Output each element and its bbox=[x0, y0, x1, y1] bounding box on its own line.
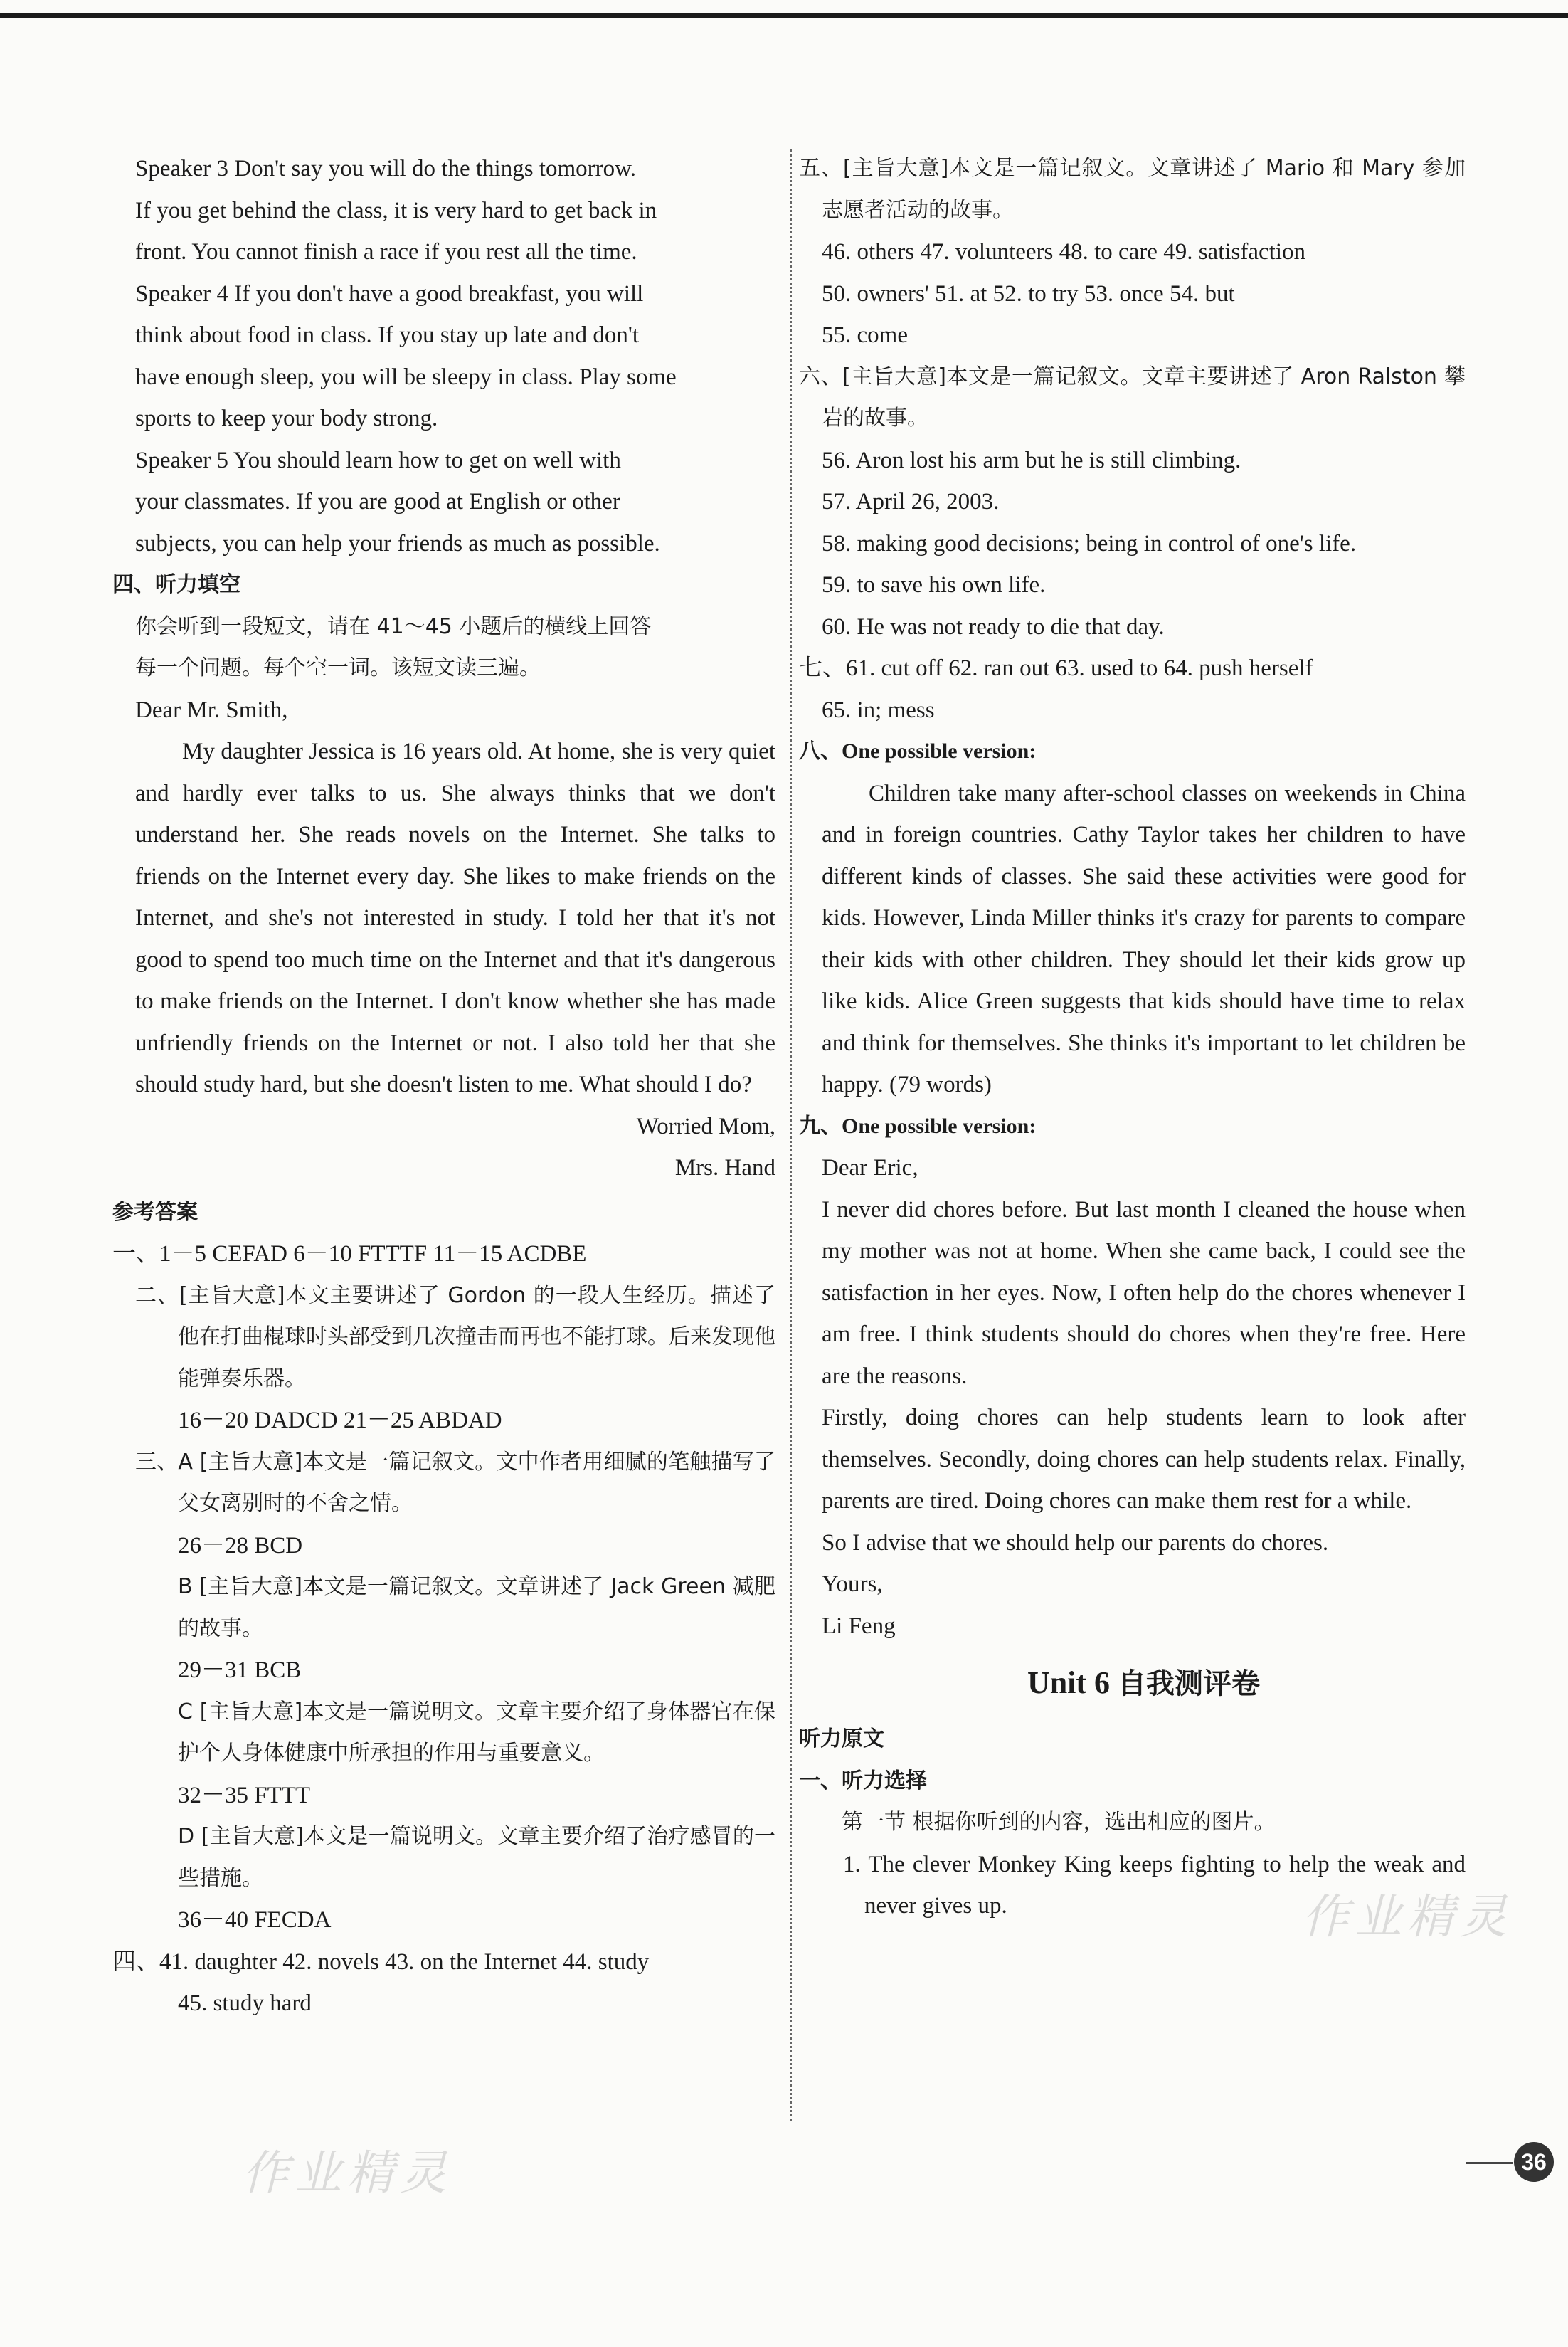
speaker-3: Speaker 3 Don't say you will do the things tomorrow. If you get behind the class, it is very hard to get back in front. You cannot finish a race if you rest all the time. bbox=[135, 156, 657, 265]
answer-5-summary: 五、[主旨大意]本文是一篇记叙文。文章讲述了 Mario 和 Mary 参加志愿者活动的故事。 bbox=[799, 156, 1466, 223]
listening-item-1: 1. The clever Monkey King keeps fighting to help the weak and never gives up. bbox=[843, 1851, 1466, 1919]
answer-3b-summary: B [主旨大意]本文是一篇记叙文。文章讲述了 Jack Green 减肥的故事。 bbox=[178, 1574, 775, 1641]
answer-5-line-1: 46. others 47. volunteers 48. to care 49. satisfaction bbox=[822, 239, 1305, 265]
section-4-instruction-2: 每一个问题。每个空一词。该短文读三遍。 bbox=[135, 655, 541, 680]
answer-1: 一、1－5 CEFAD 6－10 FTTTF 11－15 ACDBE bbox=[112, 1241, 587, 1267]
answer-9-paragraph-3: So I advise that we should help our parents do chores. bbox=[822, 1529, 1329, 1556]
watermark: 作业精灵 bbox=[242, 2146, 452, 2200]
letter-body: My daughter Jessica is 16 years old. At home, she is very quiet and hardly ever talks to us. She always thinks that we don't understand her. She reads novels on the Internet. She talks to friends on the Internet every day. She likes to make friends on the Internet, and she's not interested in study. I told her that it's not good to spend too much time on the Internet and that it's dangerous to make friends on the Internet. I don't know whether she has made unfriendly friends on the Internet or not. I also told her that she should study hard, but she doesn't listen to me. What should I do? bbox=[135, 739, 775, 1097]
answer-56: 56. Aron lost his arm but he is still climbing. bbox=[822, 447, 1241, 473]
answer-3c-keys: 32－35 FTTT bbox=[178, 1782, 311, 1808]
answer-9-greeting: Dear Eric, bbox=[822, 1155, 918, 1181]
answer-58: 58. making good decisions; being in control of one's life. bbox=[822, 530, 1357, 557]
answer-9-closing: Yours, bbox=[822, 1571, 883, 1597]
watermark: 作业精灵 bbox=[1302, 1889, 1513, 1944]
answer-4-line-1: 四、41. daughter 42. novels 43. on the Internet 44. study bbox=[112, 1948, 650, 1975]
unit-title-en: Unit 6 bbox=[1027, 1665, 1111, 1700]
unit-title bbox=[822, 1651, 1466, 1716]
answer-60: 60. He was not ready to die that day. bbox=[822, 613, 1165, 640]
letter-greeting: Dear Mr. Smith, bbox=[135, 697, 288, 723]
answer-3d-keys: 36－40 FECDA bbox=[178, 1907, 332, 1933]
column-divider bbox=[790, 149, 792, 2121]
letter-sign-2: Mrs. Hand bbox=[674, 1155, 775, 1181]
answer-4-line-2: 45. study hard bbox=[178, 1990, 312, 2016]
page-number-rule bbox=[1466, 2162, 1513, 2164]
answer-2-summary: 二、[主旨大意]本文主要讲述了 Gordon 的一段人生经历。描述了他在打曲棍球时头部受到几次撞击而再也不能打球。后来发现他能弹奏乐器。 bbox=[135, 1282, 775, 1391]
answer-3a-keys: 26－28 BCD bbox=[178, 1532, 303, 1558]
answer-3c-summary: C [主旨大意]本文是一篇说明文。文章主要介绍了身体器官在保护个人身体健康中所承担的作用与重要意义。 bbox=[178, 1699, 775, 1766]
unit-title-cn: 自我测评卷 bbox=[1118, 1667, 1261, 1700]
answer-7-line-1: 七、61. cut off 62. ran out 63. used to 64. push herself bbox=[799, 655, 1313, 681]
answer-7-line-2: 65. in; mess bbox=[822, 697, 935, 723]
answer-59: 59. to save his own life. bbox=[822, 572, 1046, 598]
answer-5-line-3: 55. come bbox=[822, 322, 908, 348]
letter-sign-1: Worried Mom, bbox=[636, 1113, 775, 1139]
answer-3a-summary: 三、A [主旨大意]本文是一篇记叙文。文中作者用细腻的笔触描写了父女离别时的不舍之情。 bbox=[135, 1449, 775, 1516]
answer-9-paragraph-2: Firstly, doing chores can help students learn to look after themselves. Secondly, doing chores can help students relax. Finally, parents are tired. Doing chores can make them rest for a while. bbox=[822, 1405, 1466, 1514]
left-column bbox=[112, 148, 775, 2025]
listening-part: 第一节 根据你听到的内容，选出相应的图片。 bbox=[842, 1810, 1276, 1835]
section-4-heading: 四、听力填空 bbox=[112, 572, 240, 597]
top-rule bbox=[0, 13, 1568, 18]
right-column bbox=[799, 148, 1466, 1927]
answer-3b-keys: 29－31 BCB bbox=[178, 1657, 302, 1683]
answer-3d-summary: D [主旨大意]本文是一篇说明文。文章主要介绍了治疗感冒的一些措施。 bbox=[178, 1824, 775, 1891]
listening-heading: 听力原文 bbox=[799, 1726, 884, 1751]
answer-57: 57. April 26, 2003. bbox=[822, 489, 1000, 515]
listening-section: 一、听力选择 bbox=[799, 1768, 927, 1793]
answer-2-keys: 16－20 DADCD 21－25 ABDAD bbox=[178, 1408, 502, 1433]
answer-9-paragraph-1: I never did chores before. But last month I cleaned the house when my mother was not at home. When she came back, I could see the satisfaction in her eyes. Now, I often help do the chores whenever I am free. I think students should do chores when they're free. Here are the reasons. bbox=[822, 1196, 1466, 1389]
answer-6-summary: 六、[主旨大意]本文是一篇记叙文。文章主要讲述了 Aron Ralston 攀岩的故事。 bbox=[799, 364, 1466, 431]
answer-8-heading: 八、One possible version: bbox=[799, 739, 1037, 763]
section-4-instruction-1: 你会听到一段短文，请在 41～45 小题后的横线上回答 bbox=[135, 613, 652, 639]
answer-9-heading: 九、One possible version: bbox=[799, 1114, 1037, 1138]
speaker-4: Speaker 4 If you don't have a good breakfast, you will think about food in class. If you stay up late and don't have enough sleep, you will be sleepy in class. Play some sports to keep your body strong. bbox=[135, 280, 677, 431]
answer-5-line-2: 50. owners' 51. at 52. to try 53. once 54. but bbox=[822, 280, 1235, 307]
answer-9-signature: Li Feng bbox=[822, 1613, 896, 1639]
answers-heading: 参考答案 bbox=[112, 1199, 198, 1225]
page-number: 36 bbox=[1514, 2142, 1554, 2182]
speaker-5: Speaker 5 You should learn how to get on well with your classmates. If you are good at English or other subjects, you can help your friends as much as possible. bbox=[135, 447, 660, 557]
answer-8-essay: Children take many after-school classes on weekends in China and in foreign countries. Cathy Taylor takes her children to have different kinds of classes. She said these activities were good for kids. However, Linda Miller thinks it's crazy for parents to compare their kids with other children. They should let their kids grow up like kids. Alice Green suggests that kids should have time to relax and think for themselves. She thinks it's important to let children be happy. (79 words) bbox=[822, 780, 1466, 1097]
